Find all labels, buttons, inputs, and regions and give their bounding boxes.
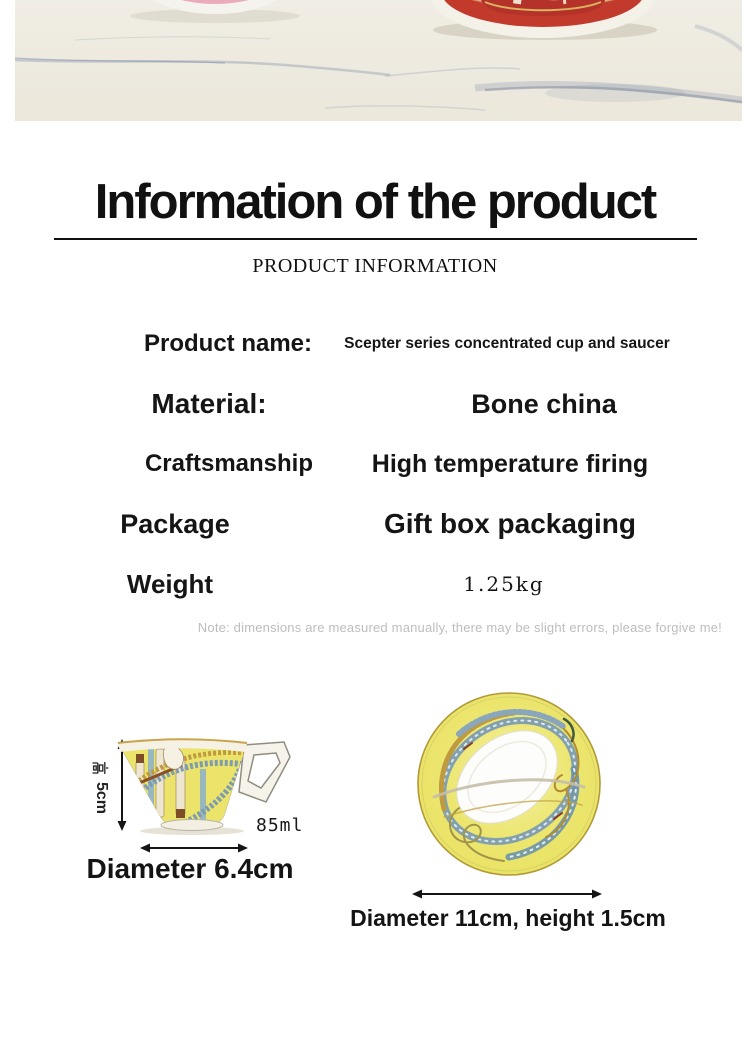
cup-height-dimension-label	[91, 744, 111, 830]
spec-value-craftsmanship: High temperature firing	[371, 449, 649, 478]
spec-value-weight: 1.25kg	[463, 572, 545, 597]
spec-label-weight: Weight	[126, 568, 214, 599]
spec-value-material: Bone china	[471, 388, 617, 419]
spec-row-material	[45, 374, 705, 434]
spec-label-product-name: Product name:	[143, 330, 313, 358]
spec-label-craftsmanship: Craftsmanship	[144, 450, 314, 478]
page-subtitle: PRODUCT INFORMATION	[252, 255, 498, 278]
title-divider	[54, 238, 697, 240]
spec-row-package	[45, 494, 705, 554]
cup-height-value: 5cm	[93, 782, 110, 815]
spec-row-weight	[45, 554, 705, 614]
saucer-dimension-caption: Diameter 11cm, height 1.5cm	[350, 905, 666, 932]
saucer-image	[414, 689, 604, 879]
page-title: Information of the product	[94, 175, 656, 229]
red-cup-saucer-partial	[431, 0, 657, 40]
marble-photo-image	[15, 0, 742, 121]
saucer-diameter-arrow-icon	[412, 887, 602, 901]
cup-diameter-caption: Diameter 6.4cm	[86, 853, 294, 885]
spec-table	[45, 314, 705, 614]
spec-row-product-name	[45, 314, 705, 374]
hero-photo	[15, 0, 742, 121]
spec-value-product-name: Scepter series concentrated cup and saucer	[344, 335, 670, 353]
disclaimer-note: Note: dimensions are measured manually, there may be slight errors, please forgive me!	[197, 620, 722, 636]
cjk-height-glyph-icon	[93, 760, 110, 776]
spec-label-package: Package	[120, 508, 230, 539]
spec-value-package: Gift box packaging	[383, 508, 637, 540]
spec-label-material: Material:	[151, 388, 267, 420]
dimension-figures	[0, 669, 750, 969]
cup-capacity-label: 85ml	[256, 815, 304, 837]
spec-row-craftsmanship	[45, 434, 705, 494]
